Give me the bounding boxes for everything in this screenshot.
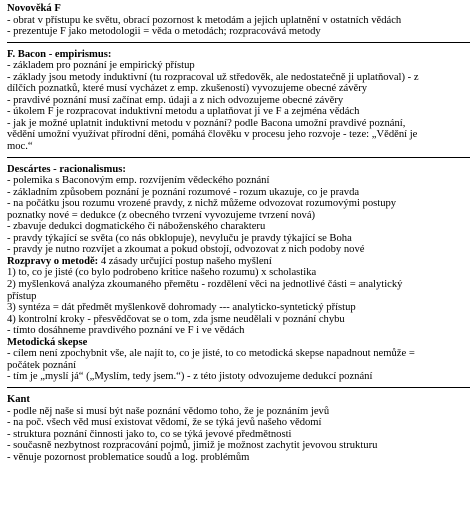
section-divider	[7, 42, 470, 43]
section-bacon	[7, 49, 470, 153]
text-line: 4) kontrolní kroky - přesvědčovat se o tom, zda jsme neudělali v poznání chybu	[7, 313, 345, 325]
section-heading: Descártes - racionalismus:	[7, 163, 126, 175]
text-line: - zbavuje dedukci dogmatického či náboženského charakteru	[7, 221, 266, 233]
subsection-title: Rozpravy o metodě:	[7, 255, 99, 267]
subsection-heading	[7, 256, 470, 268]
text-line: - struktura poznání činnosti jako to, co se týká jevové předmětnosti	[7, 428, 292, 440]
text-line: - na počátku jsou rozumu vrozené pravdy, z nichž můžeme odvozovat rozumovými postupy	[7, 198, 397, 210]
text-line: počátek poznání	[7, 359, 77, 371]
subsection-rozpravy	[7, 256, 470, 337]
text-line: - tímto dosáhneme pravdivého poznání ve F i ve vědách	[7, 325, 245, 337]
text-line: - pravdivé poznání musí začínat emp. údaji a z nich odvozujeme obecné závěry	[7, 94, 344, 106]
text-line: - podle něj naše si musí být naše poznání vědomo toho, že je poznáním jevů	[7, 405, 330, 417]
text-line: - cílem není zpochybnit vše, ale najít to, co je jisté, to co metodická skepse napadnout nemůže =	[7, 348, 415, 360]
text-line: - tím je „myslí já“ („Myslím, tedy jsem.“) - z této jistoty odvozujeme dedukcí poznání	[7, 371, 373, 383]
text-line: - obrat v přístupu ke světu, obrací pozornost k metodám a jejich uplatnění v ostatních vědách	[7, 14, 402, 26]
text-line: - základním způsobem poznání je poznání rozumové - rozum ukazuje, co je pravda	[7, 186, 360, 198]
text-line: vědění umožní využívat přírodní děni, pomáhá člověku v procesu jeho rozvoje - teze: „Vědění je	[7, 129, 418, 141]
section-heading: Kant	[7, 393, 30, 405]
section-novoveka-f	[7, 3, 470, 38]
text-line: přístup	[7, 290, 37, 302]
subsection-heading: Metodická skepse	[7, 336, 88, 348]
section-heading: Novověká F	[7, 3, 61, 14]
text-line: - na poč. všech věd musí existovat vědomí, že se týká jevů našeho vědomí	[7, 417, 322, 429]
section-divider	[7, 157, 470, 158]
section-kant	[7, 394, 470, 463]
text-line: 1) to, co je jisté (co bylo podrobeno kritice našeho rozumu) x scholastika	[7, 267, 317, 279]
text-line: 3) syntéza = dát předmět myšlenkově dohromady --- analyticko-syntetický přístup	[7, 302, 356, 314]
section-divider	[7, 387, 470, 388]
text-line: - základem pro poznání je empirický přístup	[7, 60, 195, 72]
section-heading: F. Bacon - empirismus:	[7, 48, 112, 60]
text-line: - prezentuje F jako metodologii = věda o metodách; rozpracovává metody	[7, 26, 321, 38]
text-line: - jak je možné uplatnit induktivní metodu v poznání? podle Bacona umožní pravdivé poznání,	[7, 117, 406, 129]
subsection-metodicka-skepse	[7, 337, 470, 383]
text-line: - základy jsou metody induktivní (tu rozpracoval už středověk, ale nedostatečně ji uplatňoval) - z	[7, 71, 419, 83]
text-line: dílčích poznatků, které musí vycházet z emp. zkušeností) vyvozujeme obecné závěry	[7, 83, 368, 95]
subsection-title-rest: 4 zásady určující postup našeho myšlení	[98, 255, 272, 267]
text-line: - polemika s Baconovým emp. rozvíjením vědeckého poznání	[7, 175, 270, 187]
text-line: moc.“	[7, 141, 33, 153]
section-descartes	[7, 164, 470, 383]
text-line: - současně nezbytnost rozpracování pojmů, jimiž je možnost zachytit jevovou strukturu	[7, 440, 378, 452]
text-line: poznatky nové = dedukce (z obecného tvrzení vyvozujeme tvrzení nová)	[7, 209, 316, 221]
text-line: 2) myšlenková analýza zkoumaného přemětu - rozdělení věci na jednotlivé části = analytický	[7, 279, 403, 291]
text-line: - pravdy je nutno rozvíjet a zkoumat a pokud obstojí, odvozovat z nich podoby nové	[7, 244, 365, 256]
text-line: - věnuje pozornost problematice soudů a log. problémům	[7, 451, 250, 463]
text-line: - pravdy týkající se světa (co nás obklopuje), nevyluču je pravdy týkající se Boha	[7, 232, 352, 244]
text-line: - úkolem F je rozpracovat induktivní metodu a uplatňovat ji ve F a zejména vědách	[7, 106, 360, 118]
